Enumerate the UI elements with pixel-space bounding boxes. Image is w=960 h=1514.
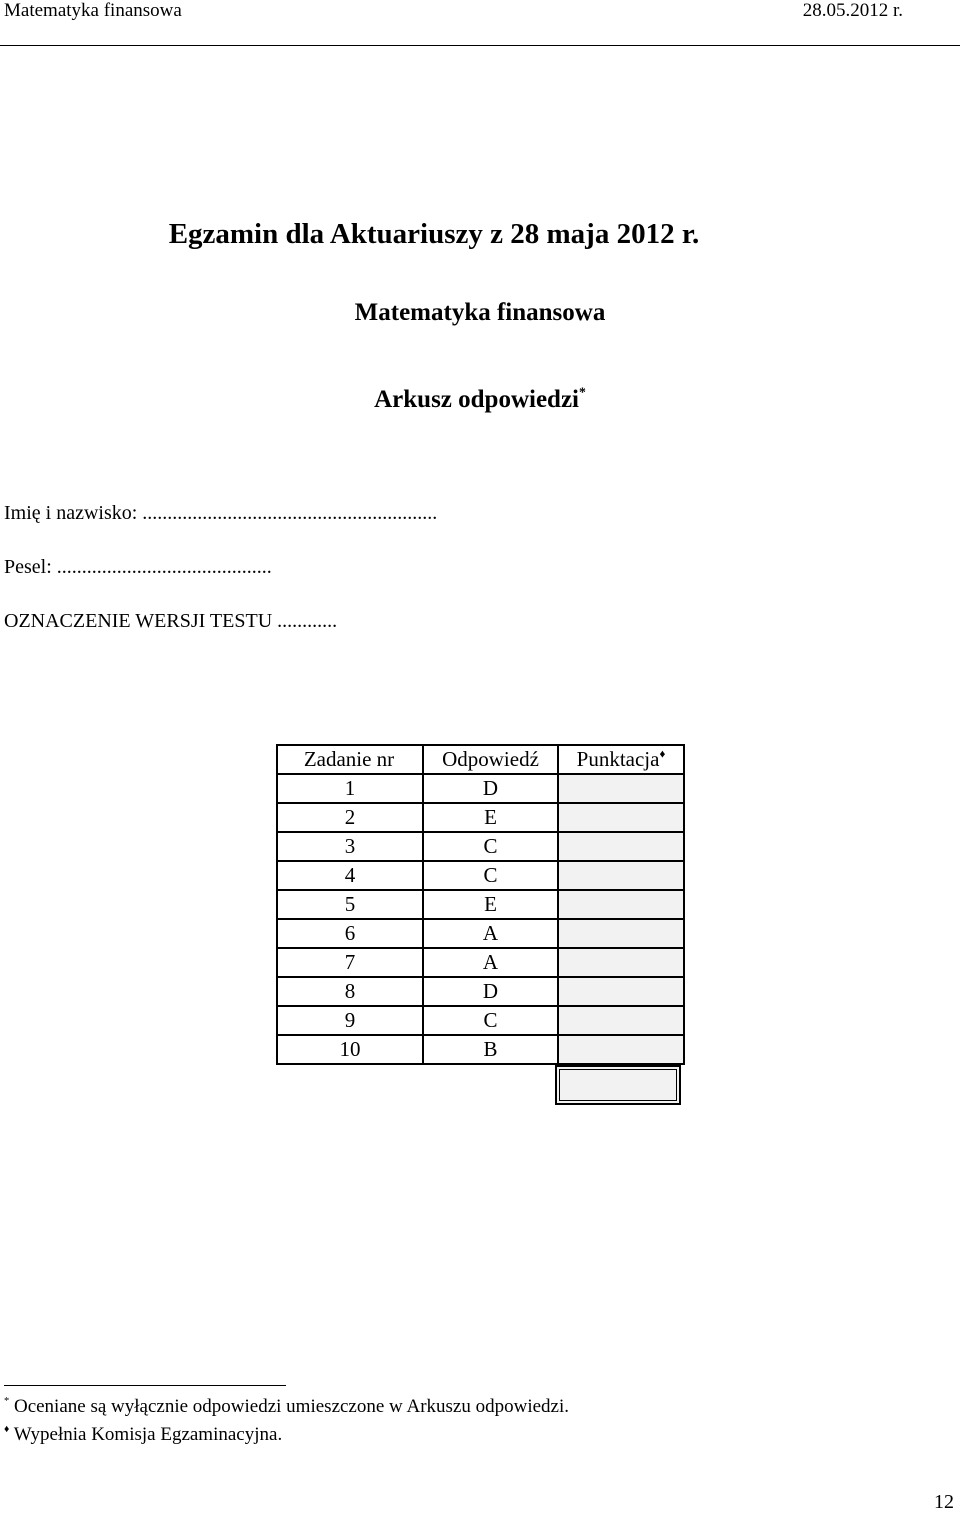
table-row xyxy=(277,1006,684,1035)
footnote-divider xyxy=(4,1385,286,1386)
task-number-cell: 4 xyxy=(277,861,423,890)
footnote-marker: * xyxy=(579,384,586,400)
score-cell xyxy=(558,861,684,890)
footnote-1-text: Oceniane są wyłącznie odpowiedzi umieszczone w Arkuszu odpowiedzi. xyxy=(9,1396,569,1417)
table-row xyxy=(277,861,684,890)
table-row xyxy=(277,1035,684,1064)
task-number-cell: 9 xyxy=(277,1006,423,1035)
answer-cell: C xyxy=(423,861,558,890)
answer-cell: C xyxy=(423,832,558,861)
table-row xyxy=(277,774,684,803)
answer-cell: E xyxy=(423,803,558,832)
total-score-box-inner xyxy=(559,1069,677,1101)
answer-cell: A xyxy=(423,948,558,977)
header-score xyxy=(558,745,684,774)
total-score-box xyxy=(555,1065,681,1105)
task-number-cell: 10 xyxy=(277,1035,423,1064)
answer-cell: D xyxy=(423,774,558,803)
header-score-label: Punktacja xyxy=(576,747,660,771)
task-number-cell: 5 xyxy=(277,890,423,919)
exam-title: Egzamin dla Aktuariuszy z 28 maja 2012 r. xyxy=(168,218,700,250)
subject-title: Matematyka finansowa xyxy=(354,299,606,326)
header-left-title: Matematyka finansowa xyxy=(4,0,182,21)
score-cell xyxy=(558,919,684,948)
score-cell xyxy=(558,803,684,832)
page-number: 12 xyxy=(934,1491,954,1513)
name-field: Imię i nazwisko: ........................................................... xyxy=(4,502,438,524)
header-divider xyxy=(0,45,960,46)
table-row xyxy=(277,832,684,861)
table-row xyxy=(277,890,684,919)
score-cell xyxy=(558,774,684,803)
score-cell xyxy=(558,1006,684,1035)
footnote-2-text: Wypełnia Komisja Egzaminacyjna. xyxy=(9,1424,283,1445)
footnote-1 xyxy=(4,1396,569,1418)
footnote-1-marker: * xyxy=(4,1396,10,1408)
test-version-field: OZNACZENIE WERSJI TESTU ............ xyxy=(4,610,338,632)
answer-cell: C xyxy=(423,1006,558,1035)
footnote-2-marker: ♦ xyxy=(4,1424,10,1436)
task-number-cell: 6 xyxy=(277,919,423,948)
score-cell xyxy=(558,832,684,861)
answer-sheet-label: Arkusz odpowiedzi xyxy=(374,386,579,413)
score-footnote-marker: ♦ xyxy=(659,748,666,761)
score-cell xyxy=(558,948,684,977)
answer-cell: A xyxy=(423,919,558,948)
score-cell xyxy=(558,977,684,1006)
score-cell xyxy=(558,1035,684,1064)
header-date: 28.05.2012 r. xyxy=(802,0,903,21)
answer-cell: B xyxy=(423,1035,558,1064)
answer-cell: E xyxy=(423,890,558,919)
score-cell xyxy=(558,890,684,919)
answer-cell: D xyxy=(423,977,558,1006)
header-task-number: Zadanie nr xyxy=(277,745,423,774)
task-number-cell: 7 xyxy=(277,948,423,977)
answers-table xyxy=(276,744,685,1065)
table-row xyxy=(277,948,684,977)
task-number-cell: 3 xyxy=(277,832,423,861)
pesel-field: Pesel: ........................................... xyxy=(4,556,272,578)
task-number-cell: 1 xyxy=(277,774,423,803)
task-number-cell: 8 xyxy=(277,977,423,1006)
footnote-2 xyxy=(4,1424,282,1446)
header-answer: Odpowiedź xyxy=(423,745,558,774)
table-row xyxy=(277,977,684,1006)
task-number-cell: 2 xyxy=(277,803,423,832)
table-row xyxy=(277,919,684,948)
answer-sheet-title xyxy=(0,386,960,414)
table-header-row xyxy=(277,745,684,774)
table-row xyxy=(277,803,684,832)
